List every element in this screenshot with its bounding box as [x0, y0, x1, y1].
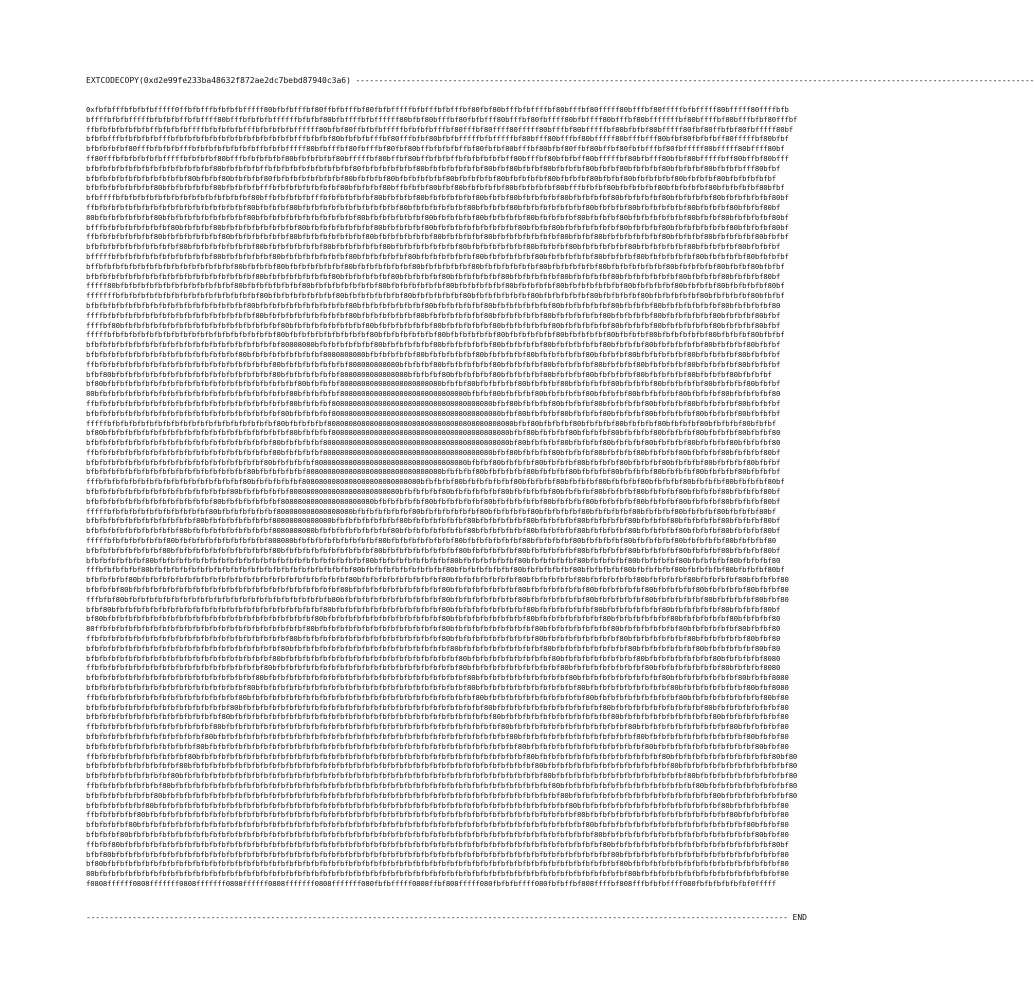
hex-line: fffffbfbfbfbfbfbfbf80bfbfbfbfbfbfbfbfbfbfbf808080bfbfbfbfbfbfbfbfbfbf80bfbfbfbfbfbfbfbf80bfbfbfbfbfbfbf80bfbfbfbfbf80bfbfbfbfbf80bfbfbfbfbf80bfbfbfbfbf80bfbfbfbf80	[86, 536, 776, 546]
hex-line: bfbfbfbfbfbfbfbfbfbfbfbfbfbfbfbfbf80bfbfbfbfbfbf80808080808080808080808080bfbfbfbfbf80bfbfbfbfbfbf80bfbfbfbfbf80bfbfbfbf80bfbfbfbf80bfbfbfbf80bfbfbfbf80bfbfbfbf80bf	[86, 487, 781, 497]
hex-line: bfbf80bfbfbfbfbfbfbfbfbfbfbfbfbfbfbfbfbfbfbfbfbfbfbfbfbfbfbfbfbfbfbfbfbfbfbfbfbfbfbfbfbfbfbfbfbfbfbfbfbfbfbfbfbfbfbfbfbfbfbf80bfbfbfbfbfbfbfbfbfbfbfbfbfbfbfbfbfbfbf80	[86, 849, 789, 859]
hex-line: bf80bfbfbfbfbfbfbfbfbfbfbfbfbfbfbfbfbfbfbfbfbfbfbfbfbfbfbfbfbfbfbfbfbfbfbfbfbfbfbfbfbfbfbfbfbfbfbfbfbfbfbfbfbfbfbfbfbfbfbfbfbf80bfbfbfbfbfbfbfbfbfbfbfbfbfbfbfbfbfbf80	[86, 859, 789, 869]
hex-line: ffbfbfbfbfbfbfbfbfbfbfbfbfbfbfbfbfbfbfbfbfbfbfbf80bfbfbfbfbfbfbfbfbfbfbfbfbfbfbfbfbf80bfbfbfbfbfbfbfbfbfbf80bfbfbfbfbfbfbfbfbf80bfbfbfbfbfbfbf80bfbfbfbfbfbf80bfbf80	[86, 634, 781, 644]
hex-line: ffffbfbfbfbfbfbfbfbfbfbfbfbfbfbfbfbfbfbf80bfbfbfbfbfbfbfbfbfbf80bfbfbfbfbfbfbf80bfbfbfbfbfbfbf80bfbfbfbfbfbf80bfbfbfbfbfbf80bfbfbfbfbf80bfbfbfbfbfbf80bfbfbfbf80bfbf	[86, 310, 781, 320]
hex-line: bfbfbfbfbfbfbfbfbfbfbfbfbfbf80bfbfbfbfbfbfbfbfbfbfbfbfbfbfbfbfbfbfbfbfbfbfbfbfbfbfbfbfbfbfbfbfbfbfbf80bfbfbfbfbfbfbfbfbfbfbfbfbfbf80bfbfbfbfbfbfbfbfbfbfbfbf80bfbfbf80	[86, 732, 789, 741]
hex-line: 0xfbfbfffbfbfbfbfffff0ffbfbfffbfbfbfbfffff80bfbfbfffbf80ffbfbfffbf80fbfbfffffbfbfffbfbfffbf80fbf80bfffbfbffffbf80bfffbf80fffff80bfffbf80fffffbfbfffff80bfffff80ffffbfb	[86, 105, 789, 114]
hex-line: ffbfbfbfbfbf80bfbfbfbfbfbfbfbfbfbfbfbfbfbfbfbfbfbfbfbfbfbfbfbfbfbfbfbfbfbfbfbfbfbfbfbfbfbfbfbfbfbfbfbfbfbfbfbfbfbfbf80bfbfbfbfbfbfbfbfbfbfbfbfbfbfbfbfbf80bfbfbfbfbf80	[86, 810, 789, 820]
dump-header	[86, 75, 1034, 87]
hex-line: bfbfbfbfbfbfbfbfbfbfbfbfbfbfbfbfbfbfbfbfbf80bfbfbfbfbf808080808080808080808080808080808080bfbfbf80bfbfbfbf80bfbfbfbf80bfbfbfbf80bfbfbfbf80bfbfbfbf80bfbfbfbf80bfbfbf	[86, 457, 781, 467]
hex-line: bfbfbfbfbf80fffbfbfbfbfffbfbfbfbfbfbfbfbffbfbfbfffff80bfbfffbf80fbfffbf80fbf80bffbfbfbfbffbf80fbfbf80bfffbf80bfbf80ffbf80bffbf80fbfbfffbf80fbfffff80bfffff80bffff80bf	[86, 144, 785, 154]
hex-line: bfbfbfbfbfbfbfbfbfbfbf80bfbfbfbfbfbfbfbfbfbf8080808080bfbfbfbfbfbfbfbfbf80bfbfbfbfbfbfbfbf80bfbfbfbfbfbf80bfbfbfbfbf80bfbfbfbfbf80bfbfbfbfbf80bfbfbfbf80bfbfbfbf80bf	[86, 526, 781, 536]
hex-line: bfbfbfbfbfbfbf80bfbfbfbfbfbfbfbfbfbfbfbfbfbfbfbfbfbfbfbfbfbfbfbfbfbfbfbfbfbfbfbfbfbfbfbfbfbfbfbfbfbfbfbfbfbfbfbfbf80bfbfbfbfbfbfbfbfbfbfbfbfbfbfbfbfbf80bfbfbfbfbfbf80	[86, 800, 789, 810]
hex-line: bfbf80bfbfbfbfbfbfbfbfbfbfbfbfbfbfbfbfbfbfbf80bfbfbfbfbfbfbf8080808080808080bfbfbfbf80bfbfbfbfbf80bfbfbfbfbf80bfbfbfbf80bfbfbfbfbf80bfbfbfbfbf80bfbfbfbf80bfbfbfbf	[86, 369, 772, 379]
hex-line: bfbfbfbfbfbfbfbf80bfbfbfbfbfbf80bfbfbfbfbfffbfbfbfbfbfbfbfbf80bfbfbfbf80bffbfbfbf80bfbf80bfbfbfbfbf80bfbfbfbfbf80bfffbfbfbf80bfbfbfbfbf80bfbfbfbfbf80bfbfbfbfbf80bfbf	[86, 183, 785, 193]
hex-line: bfbffffbfbfbfbfbfbfbfbfbfbfbfbfbfbfbfbf80bffbfbfbfbfbfffbfbfbfbfbfbf80bfbfbfbf80bfbfbfbfbfbf80bfbfbf80bfbfbfbfbf80bfbfbfbfbf80bfbfbfbfbf80bfbfbfbfbf80bfbfbfbfbfbf80bf	[86, 193, 789, 203]
hex-line: bfbfbfbfbfbfbfbfbfbfbfbfbfbfbfbfbfbf80bfbfbfbfbfbfbfbfbf8080808080bfbfbfbfbfbf80bfbfbfbfbfbf80bfbfbfbfbf80bfbfbfbfbfbf80bfbfbfbf80bfbfbfbfbfbf80bfbfbfbfbf80bfbfbfbf	[86, 349, 781, 359]
header-separator: ---------------------------------------------------------------------------------------------------------------------------------------------------	[350, 76, 1034, 85]
hex-line: ffbfbfbfbfbfbfbfbfbfbfbfbfbfbfbfbfbfbfbfbfbfbfbf80bfbfbfbf80808080808080808080808080808080808080bfbf80bfbfbfbf80bfbfbfbf80bfbfbfbfbf80bfbfbfbf80bfbfbfbfbf80bfbfbfbf	[86, 398, 781, 408]
hex-line: bfbfbfbfbfbfbfbfbfbfbf80bfbfbfbfbfbfbfbf80bfbfbfbfbfbfbf80bfbfbfbfbfbf80bfbfbfbfbfbfbfbf80bfbfbfbfbfbfbf80bfbfbfbf80bfbfbfbfbfbf80bfbfbfbfbfbf80bfbfbfbfbf80bfbfbfbf	[86, 242, 781, 252]
hex-line: fffffbfbfbfbfbfbfbfbfbfbfbfbf80bfbfbfbfbfbfbf808080808080808080bfbfbfbfbfbfbf80bfbfbfbfbfbfbf80bfbfbfbfbf80bfbfbfbfbf80bfbfbfbfbf80bfbfbfbf80bfbfbfbf80bfbfbfbf80bf	[86, 506, 776, 516]
hex-line: 80bfbfbfbfbfbfbf80bfbfbfbfbfbfbfbfbfbf80bfbfbfbfbfbfbfbfbfbfbfbf80bfbfbfbfbfbfbf80bfbfbfbfbf80bfbfbfbfbf80bfbfbfbfbf80bfbfbfbf80bfbfbfbfbfbfbf80bfbfbf80bfbfbfbfbf80bf	[86, 212, 789, 222]
hex-line: fffffbfbfbfbfbfbfbfbfbfbfbfbfbfbfbfbfbfbfbfbf80bfbfbfbfbf80808080808080808080808080808080808080808080bfbf80bfbfbfbf80bfbfbfbf80bfbfbfbf80bfbfbfbf80bfbfbfbf80bfbfbf	[86, 418, 776, 428]
hex-line: fffff80bfbfbfbfbfbfbfbfbfbfbfbfbfbf80bfbfbfbfbfbfbf80bfbfbfbfbfbfbfbf80bfbfbfbfbfbfbf80bfbfbfbfbfbf80bfbfbfbfbf80bfbfbfbfbfbfbf80bfbfbfbfbf80bfbfbfbf80bfbfbfbfbf80bf	[86, 281, 785, 291]
hex-line: bfbfbfbfbf80bfbfbfbfbfbfbfbfbfbfbfbfbfbfbfbfbfbfbfbfbfbfbfbfbfbfbfbfbfbfbfbfbfbfbfbfbfbfbfbfbfbfbfbfbfbfbfbfbfbfbfbfbf80bfbfbfbfbfbfbfbfbfbfbfbfbfbfbfbfbfbf80bfbfbf80	[86, 820, 789, 830]
hex-line: bfbfbfbfbfbfbfbfbfbfbfbfbfbfbfbfbfbfbfbf80bfbfbfbfbfbfbfbfbfbfbfbfbfbfbfbfbfbfbfbfbfbfbfbf80bfbfbfbfbfbfbfbfbfbfbf80bfbfbfbfbfbfbfbfbfbf80bfbfbfbfbfbfbfbf80bfbfbf8080	[86, 673, 789, 683]
hex-line: ffbfbfbfbfbfbfbf80bfbfbfbfbfbfbf80bfbfbfbfbfbfbf80bfbfbfbfbfbfbfbf80bfbfbfbfbfbfbf80bfbfbfbfbf80bfbfbfbfbfbfbfbf80bfbfbf80bfbfbfbfbfbfbf80bfbfbfbf80bfbfbfbfbf80bfbfbf	[86, 232, 789, 242]
hex-line: bfbfbfbfbfbfbfbfbfbfbfbfbfbfbfbfbfbfbf80bfbfbfbfbfbfbfbfbfbfbfbfbfbfbfbfbfbfbfbfbfbfbfbfbf80bfbfbfbfbfbfbfbfbfbfbfbf80bfbfbfbfbfbfbfbfbfbf80bfbfbfbfbfbfbfbf80bfbf8080	[86, 683, 789, 693]
hex-line: bfbfbfbfbfbfbfbfbfbfbfbfbf80bfbfbfbfbfbfbfbfbfbfbfbfbfbfbfbfbfbfbfbfbfbfbfbfbfbfbfbfbfbfbfbfbfbfbfbfbf80bfbfbfbfbfbfbfbfbfbfbfbfbfbf80bfbfbfbfbfbfbfbfbfbfbfbf80bfbf80	[86, 741, 789, 751]
hex-line: fffbfbfbfbfbfbfbfbfbfbfbfbfbfbfbfbfbf80bfbfbfbfbfbf8080808080808080808080808080bfbfbfbf80bfbfbfbfbfbf80bfbfbfbf80bfbfbfbf80bfbfbfbf80bfbfbfbf80bfbfbfbf80bfbfbfbf80bf	[86, 477, 785, 487]
hex-line: bfbf80bfbfbfbfbfbfbfbfbfbfbfbfbfbfbfbfbfbfbfbfbfbfbfbfbf80bfbfbfbfbfbfbfbfbfbfbfbfbf80bfbfbfbfbfbfbfbfbf80bfbfbfbfbfbfbf80bfbfbfbfbfbfbf80bfbfbfbfbfbf80bfbfbfbf80bf	[86, 604, 781, 614]
hex-line: ffbfbfbfbfbfbfbfbfbfbfbf80bfbfbfbfbfbfbfbfbfbfbfbfbfbfbfbfbfbfbfbfbfbfbfbfbfbfbfbfbfbfbfbfbfbfbfbfbfbfbf80bfbfbfbfbfbfbfbfbfbfbfbfbfbfbf80bfbfbfbfbfbfbfbfbfbfbfbf80bf80	[86, 751, 798, 761]
hex-line: bfbfbfffbfbfbfbfbfffbfbfbfbfbfbfbfbfbfbfbfbfbfbfbfffbfbfbf80bfbfbfbfffbf80fffbfbf80bfbfbfffffbfbfffffbf80bfff80bfffbf80bfffff80bfffbfff80bfbf80fbfbfbff80fffffbf80bfbf	[86, 134, 789, 144]
hex-line: 80ffbfbfbfbfbfbfbfbfbfbfbfbfbfbfbfbfbfbfbfbfbfbfbfbf80bfbfbfbfbfbfbfbfbfbfbfbfbfbfbf80bfbfbfbfbfbfbfbfbfbf80bfbfbfbfbfbfbfbf80bfbfbfbfbfbfbf80bfbfbfbfbfbf80bfbfbf80	[86, 624, 781, 634]
hex-line: bfbfbfbf80bfbfbfbfbfbfbfbfbfbfbfbfbfbfbfbfbfbfbfbfbfbfbfbfbfbfbfbfbfbfbfbfbfbfbfbfbfbfbfbfbfbfbfbfbfbfbfbfbfbfbfbfbfbfbf80bfbfbfbfbfbfbfbfbfbfbfbfbfbfbfbfbfbf80bfbf80	[86, 829, 789, 839]
hex-line: bfbfbfbfbfbfbfbfbfbfbfbf80bfbfbf80bfbfbfbf80fbfbfbfbfbfbfbfbf80bfbfbfbf80bfbfbfbfbfbf80bfbfbfbfbf80bfbfbfbfbf80bfbfbfbf80bfbfbf80bfbfbfbfbf80bfbfbfbf80bfbfbfbfbfbf	[86, 173, 776, 183]
hex-line: fffbfbfbfbfbf80bfbfbfbfbfbfbfbfbfbfbfbfbfbfbfbfbfbfbfbfbfbfbfbf80bfbfbfbfbfbfbfbfbfbf80bfbfbfbfbfbfbf80bfbfbfbfbfbf80bfbfbfbfbf80bfbfbfbfbf80bfbfbfbfbf80bfbfbfbf80bf	[86, 565, 785, 575]
hex-line: bfbfbfbfbfbfbfbfbfbfbfbfbfbfbfbfbf80bfbfbfbfbfbfbfbfbfbfbfbfbfbfbfbfbfbfbfbfbfbfbfbfbfbfbfbfbf80bfbfbfbfbfbfbfbfbfbfbfbfbf80bfbfbfbfbfbfbfbfbfbfbf80bfbfbfbfbfbfbfbf80	[86, 702, 789, 712]
bytecode-hex-block	[86, 105, 916, 890]
hex-line: ffbfbfbfbfbfbfbfbfbfbfbfbfbfbfbfbfbfbfbfbfbf80bfbfbfbfbf8080808080808080808080808080808080808080bfbf80bfbfbfbf80bfbfbfbf80bfbfbfbf80bfbfbfbf80bfbfbfbf80bfbfbfbf80bf	[86, 447, 781, 457]
hex-line: bfbfbfbfbfbfbf80bfbfbfbfbfbfbfbfbfbfbfbfbfbfbfbfbfbfbfbfbfbfbfbfbf80bfbfbfbfbfbfbfbfbf80bfbfbfbfbfbfbf80bfbfbfbfbfbf80bfbfbfbfbf80bfbfbfbfbf80bfbfbfbfbf80bfbfbfbf80	[86, 555, 781, 565]
hex-line: bfbfbfbfbfbfbfbfbfbfbfbfbfbfbfbfbfbfbf80bfbfbfbfbfbf80808080808080808080808080808080bfbfbfbf80bfbfbfbfbf80bfbfbfbf80bfbfbfbf80bfbfbfbf80bfbfbfbf80bfbfbfbf80bfbfbfbf	[86, 467, 781, 477]
hex-line: bfbfbfbfbfbfbfbfbfbfbfbfbf80bfbfbfbfbfbfbfbf80808080808080bfbfbfbfbfbfbfbf80bfbfbfbfbfbfbf80bfbfbfbfbfbf80bfbfbfbfbf80bfbfbfbfbf80bfbfbfbf80bfbfbfbfbf80bfbfbfbf80bf	[86, 516, 781, 526]
hex-line: ffbfbf80bfbfbfbfbfbfbfbfbfbfbfbfbfbfbfbfbfbfbfbfbfbfbfbfbfbfbfbfbfbfbfbfbfbfbfbfbfbfbfbfbfbfbfbfbfbfbfbfbfbfbfbfbfbfbfbfbf80bfbfbfbfbfbfbfbfbfbfbfbfbfbfbfbfbfbfbf80bf	[86, 839, 789, 849]
hex-line: bfbfbfbfbfbfbfbf80bfbfbfbfbfbfbfbfbfbfbfbfbfbfbfbfbfbfbfbfbfbfbfbfbfbfbfbfbfbfbfbfbfbfbfbfbfbfbfbfbfbfbfbfbfbfbf80bfbfbfbfbfbfbfbfbfbfbfbfbfbfbfbfbf80bfbfbfbfbfbfbfbf80	[86, 790, 798, 800]
hex-line: bffbfbfbfbfbfbfbfbfbfbfbfbfbfbfbfbf80bfbfbfbf80bfbfbfbfbfbfbf80bfbfbfbfbfbfbf80bfbfbfbfbfbf80bfbfbfbfbfbfbf80bfbfbfbfbfbf80bfbfbfbfbfbfbf80bfbfbfbfbf80bfbfbf80bfbfbf	[86, 261, 785, 271]
hex-line: bfbfbfbfbf80bfbfbfbfbfbfbfbfbfbfbfbfbfbfbfbfbfbfbfbfbfbfbfbfbf80bfbfbfbfbfbfbfbfbfbf80bfbfbfbfbfbfbfbf80bfbfbfbfbfbf80bfbfbfbfbfbf80bfbfbfbfbf80bfbfbfbfbf80bfbfbfbf80	[86, 575, 789, 585]
hex-line: bf80bfbfbfbfbfbfbfbfbfbfbfbfbfbfbfbfbfbfbfbfbfbf80bfbfbfbf808080808080808080808080808080808080808080bfbf80bfbfbfbf80bfbfbfbf80bfbfbfbf80bfbfbfbf80bfbfbfbf80bfbfbf80	[86, 428, 781, 438]
hex-line: bfbfbfbfbfbfbfbfbfbfbfbfbfbfbfbfbfbfbfbfbfbf80bfbfbfbfbfbfbfbfbfbfbfbfbfbfbfbfbfbfbfbfbf80bfbfbfbfbfbfbfbfbfbf80bfbfbfbfbfbfbfbfbf80bfbfbfbfbfbfbfbf80bfbfbfbfbf8080	[86, 653, 781, 663]
hex-line: ff80fffbfbfbfbfbfbfffffbfbfbfbf80bfffbfbfbfbfbf80bfbfbfbfbf80bfffffbf80bffbf80bffbfbfbffbfbfbfbfbfbff80bfffbf80bfbfbff80bfffffbf80bfbfff80bfbf80bfffffbff80bffbf80bfff	[86, 153, 789, 163]
hex-line: ffbfbfbfbfbfbfbffbfbfbfbffffbfbfbfbfbfffbfbfbfbfbffffff80bfbf80ffbfbfbfffffbfbfbfbfffbf80fffbf80ffff80fffff80bfffbf80bfffffbf80bfbfbf80bfffff80fbf80ffbfbf80fbfffff80bf	[86, 124, 793, 134]
hex-line: ffbfbfbfbfbfbfbfbfbfbfbfbfbfbfbfbfbf80bfbfbfbfbfbfbfbfbfbfbfbfbfbfbfbfbfbfbfbfbfbfbfbfbfbfbf80bfbfbfbfbfbfbfbfbfbfbfbf80bfbfbfbfbfbfbfbfbfbf80bfbfbfbfbfbfbfbfbf80bf80	[86, 692, 789, 702]
hex-line: ffbfbfbfbfbfbfbfbfbfbfbfbfbfbfbfbfbfbfbfbf80bfbfbfbfbfbfbfbfbfbfbfbfbfbfbfbfbfbfbfbfbfbf80bfbfbfbfbfbfbfbfbfbfbf80bfbfbfbfbfbfbfbfbf80bfbfbfbfbfbfbfbf80bfbfbfbf8080	[86, 663, 781, 673]
hex-line: bfbfbfbfbfbfbfbfbfbfbfbfbfbfbf80bfbfbfbfbffbfbfbfbfbfbfbfbfbfbf80fbfbfbfbfbfbf80bfbfbfbfbfbfbf80bfbf80bfbfbf80bfbfbfbf80bfbfbf80bfbfbfbf80bfbfbfbf80bfbfbfbfff80bfbf	[86, 163, 781, 173]
end-marker: END	[787, 913, 807, 922]
hex-line: 80bfbfbfbfbfbfbfbfbfbfbfbfbfbfbfbfbfbfbfbfbfbfbf80bfbfbfbfbf808080808080808080808080808080bfbfbf80bfbfbfbf80bfbfbfbfbf80bfbfbfbf80bfbfbfbfbf80bfbfbfbf80bfbfbfbfbf80	[86, 389, 781, 399]
hex-line: f0808ffffff0808fffffff0808fffffff0808ffffff0808fffffff0808fffffff080fbfbfffff0808ffbf808fffff080fbfbfbffff080fbfbffbf808ffffbf808fffbfbfbffff080fbfbfbfbfbfbf0fffff	[86, 878, 776, 888]
hex-line: bf80bfbfbfbfbfbfbfbfbfbfbfbfbfbfbfbfbfbfbfbfbfbfbf80bfbfbfbf808080808080808080808080bfbfbf80bfbfbfbfbf80bfbfbfbf80bfbfbfbfbf80bfbfbfbf80bfbfbfbfbf80bfbfbfbf80bfbfbf	[86, 379, 781, 389]
extcodecopy-dump	[86, 72, 1034, 932]
hex-line: bfbfbfbfbfbfbfbfbfbfbfbfbfbfbf80bfbfbfbfbfbfbf8080808080808080808080bfbfbfbfbfbf80bfbfbfbfbfbf80bfbfbfbfbfbf80bfbfbfbf80bfbfbfbfbf80bfbfbfbf80bfbfbfbf80bfbfbfbf80bf	[86, 496, 781, 506]
hex-line: fffbfbf80bfbfbfbfbfbfbfbfbfbfbfbfbfbfbfbfbfbfbfbfbfbfbfbfb80bfbfbfbfbfbfbfbfbfbfbfbf80bfbfbfbfbfbfbfbf80bfbfbfbfbfbfbf80bfbfbfbfbfbf80bfbfbfbfbfbf80bfbfbfbfbf80bfbf80	[86, 594, 789, 604]
dump-footer	[86, 912, 916, 924]
hex-line: bffffbfbfbfffffbfbfbfbffbfbffff80bfffbfbfbfbffffffbfbfbf80bfbffffbfbffffff80bfbf80bfffbf80fbfbfff80bfffbf80fbffff80bfbffff80bfffbf80bfffffffbf80bffffbf80bfffbfbf80fffbf	[86, 114, 798, 124]
hex-line: bf80bfbfbfbfbfbfbfbfbfbfbfbfbfbfbfbfbfbfbfbfbfbfbfbfbf80bfbfbfbfbfbfbfbfbfbfbfbfbfbf80bfbfbfbfbfbfbfbfbf80bfbfbfbfbfbfbfbf80bfbfbfbfbfbfbf80bfbfbfbfbfbf80bfbfbfbf80	[86, 614, 781, 624]
hex-line: bfbfbfbfbfbfbfbfbfbfbfbfbfbfbfbfbfbfbfbfbfbfbf80bfbfbfbfbf8080808080808080808080808080808080808080bfbf80bfbfbfbf80bfbfbfbf80bfbfbfbf80bfbfbfbfbf80bfbfbfbf80bfbfbfbf	[86, 408, 781, 418]
hex-line: ffbfbfbfbfbfbfbfbfbfbfbfbfbfbfbfbfbfbf80bfbfbfbf80bfbfbfbfbfbfbfbfbfbfbfbf80bfbfbfbfbfbfbf80bfbfbfbf80bfbfbfbfbfbfbfbf80bfbfbfbf80bfbfbfbfbfbf80bfbfbfbf80bfbfbf80bf	[86, 202, 781, 212]
hex-line: bfffffbfbfbfbfbfbfbfbfbfbfbfbf80bfbfbfbfbfbf80bfbfbfbfbfbfbfbf80bfbfbfbfbfbf80bfbfbfbfbfbfbf80bfbfbfbfbfbf80bfbfbfbfbfbf80bfbfbfbf80bfbfbfbfbfbf80bfbfbfbfbf80bfbfbfbf	[86, 251, 789, 261]
hex-line: bfbfbfbf80bfbfbfbfbfbfbfbfbfbfbfbfbfbfbfbfbfbfbfbfbfbfbfbfbf80bfbfbfbfbfbfbfbfbfbfbf80bfbfbfbfbfbfbfbf80bfbfbfbfbfbfbf80bfbfbfbfbfbf80bfbfbfbfbf80bfbfbfbfbf80bfbfbf80	[86, 585, 789, 595]
hex-line: bfbfbfbfbfbfbfbfbf80bfbfbfbfbfbfbfbfbfbfbfbf80bfbfbfbfbfbfbfbfbfbfbf80bfbfbfbfbfbfbfbfbf80bfbfbfbfbfbf80bfbfbfbfbfbf80bfbfbfbfbf80bfbfbfbfbf80bfbfbfbf80bfbfbfbf80bf	[86, 545, 781, 555]
hex-line: ffbfbfbfbfbfbfbfbf80bfbfbfbfbfbfbfbfbfbfbfbfbfbfbfbfbfbfbfbfbfbfbfbfbfbfbfbfbfbfbfbfbfbfbfbfbfbfbfbfbfbfbfbfbf80bfbfbfbfbfbfbfbfbfbfbfbfbfbfbfbf80bfbfbfbfbfbfbfbfbfbf80	[86, 780, 798, 790]
hex-line: 80bfbfbfbfbfbfbfbfbfbfbfbfbfbfbfbfbfbfbfbfbfbfbfbfbfbfbfbfbfbfbfbfbfbfbfbfbfbfbfbfbfbfbfbfbfbfbfbfbfbfbfbfbfbfbfbfbfbfbfbfbfbfbf80bfbfbfbfbfbfbfbfbfbfbfbfbfbfbfbfbf80	[86, 869, 789, 879]
hex-line: bfbfbfbfbfbfbfbfbfbfbfbfbfbfbfbfbfbfbfbfbfbfbf80808080bfbfbfbfbfbfbf80bfbfbfbfbfbf80bfbfbfbfbfbf80bfbfbfbfbf80bfbfbfbfbfbf80bfbfbfbf80bfbfbfbfbfbf80bfbfbfbf80bfbfbf	[86, 340, 781, 350]
hex-line: bfffbfbfbfbfbfbfbfbf80bfbfbfbf80bfbfbfbfbfbfbfbfbf80bfbfbfbfbfbfbfbf80bfbfbfbfbf80bfbfbfbfbfbfbfbfbfbf80bfbfbf80bfbfbfbfbfbfbf80bfbfbfbf80bfbfbfbfbfbfbf80bfbfbfbf80bf	[86, 222, 789, 232]
hex-line: ffbfbfbfbfbfbfbfbfbfbfbfbfbfbf80bfbfbfbfbfbfbfbfbfbfbfbfbfbfbfbfbfbfbfbfbfbfbfbfbfbfbfbfbfbfbfbfbf80bfbfbfbfbfbfbfbfbfbfbfbfbfbf80bfbfbfbfbfbfbfbfbfbfbf80bfbfbfbfbf80	[86, 722, 789, 732]
hex-line: bfbfbfbfbfbfbfbfbfbfbf80bfbfbfbfbfbfbfbfbfbfbfbfbfbfbfbfbfbfbfbfbfbfbfbfbfbfbfbfbfbfbfbfbfbfbfbfbfbfbfbfbf80bfbfbfbfbfbfbfbfbfbfbfbfbfbfbf80bfbfbfbfbfbfbfbfbfbfbfbfbf80	[86, 761, 798, 771]
hex-line: bfbfbfbfbfbfbfbfbfbfbfbfbfbfbfbfbfbfbf80bfbfbfbfbfbfbfbfbfbfbf80bfbfbfbfbfbfbfbf80bfbfbfbfbfbf80bfbfbfbfbfbfbf80bfbfbfbfbfbf80bfbfbfbf80bfbfbfbfbfbfbf80bfbfbfbfbf80	[86, 300, 781, 310]
hex-line: bfbfbfbfbfbfbfbfbfbfbfbfbfbfbfbfbfbfbfbfbfbfbf80bfbfbfbfbfbfbfbfbfbfbfbfbfbfbfbfbfbfbf80bfbfbfbfbfbfbfbfbfbf80bfbfbfbfbfbfbfbfbf80bfbfbfbfbfbfbf80bfbfbfbfbfbf80bf80	[86, 643, 781, 653]
hex-line: bfbfbfbfbfbfbfbfbfbf80bfbfbfbfbfbfbfbfbfbfbfbfbfbfbfbfbfbfbfbfbfbfbfbfbfbfbfbfbfbfbfbfbfbfbfbfbfbfbfbfbfbfbf80bfbfbfbfbfbfbfbfbfbfbfbfbfbfbfbf80bfbfbfbfbfbfbfbfbfbfbf80	[86, 771, 798, 781]
hex-line: ffbfbfbfbfbfbfbfbfbfbfbfbfbfbfbfbfbfbfbfbfbf80bfbfbfbfbfbfbfbf808080808080bfbfbfbf80bfbfbfbfbfbf80bfbfbfbfbf80bfbfbfbfbf80bfbfbfbf80bfbfbfbfbf80bfbfbfbfbf80bfbfbfbf	[86, 359, 781, 369]
hex-line: ffffbf80bfbfbfbfbfbfbfbfbfbfbfbfbfbfbfbfbfbfbf80bfbfbfbfbfbfbfbfbf80bfbfbfbfbfbfbf80bfbfbfbfbfbf80bfbfbfbfbfbf80bfbfbfbfbfbf80bfbfbfbf80bfbfbfbfbfbf80bfbfbfbf80bfbf	[86, 320, 781, 330]
hex-line: fffffffbfbfbfbfbfbfbfbfbfbfbfbfbfbfbfbfbf80bfbfbfbfbfbfbfbf80bfbfbfbfbfbfbf80bfbfbfbfbfbf80bfbfbfbfbfbfbf80bfbfbfbfbfbf80bfbfbfbfbf80bfbfbfbfbfbf80bfbfbfbfbf80bfbfbf	[86, 291, 785, 301]
hex-line: bfbfbfbfbfbfbfbfbfbfbfbfbfbfbfbfbfbfbfbfbfbf80bfbfbfbfbf80808080808080808080808080808080808080808080bf80bfbfbfbf80bfbfbfbf80bfbfbfbf80bfbfbfbf80bfbfbfbf80bfbfbfbf80	[86, 438, 781, 448]
extcodecopy-command: EXTCODECOPY(0xd2e99fe233ba48632f872ae2dc7bebd87940c3a6)	[86, 76, 351, 85]
hex-line: bfbfbfbfbfbfbfbfbfbfbfbfbfbfbfbfbfbfbfbf80bfbfbfbfbfbfbfbf80bfbfbfbfbfbf80bfbfbfbfbf80bfbfbfbfbfbf80bfbfbfbfbfbf80bfbfbfbfbf80bfbfbfbfbfbfbf80bfbfbfbf80bfbfbfbf80bf	[86, 271, 781, 281]
hex-line: bfbfbfbfbfbfbfbfbfbfbfbfbfbfbfbf80bfbfbfbfbfbfbfbfbfbfbfbfbfbfbfbfbfbfbfbfbfbfbfbfbfbfbfbfbfbfbf80bfbfbfbfbfbfbfbfbfbfbfbfbf80bfbfbfbfbfbfbfbfbfbfbf80bfbfbfbfbfbfbf80	[86, 712, 789, 722]
footer-separator: --------------------------------------------------------------------------------------------------------------------------------------------------------	[86, 913, 788, 922]
hex-line: fffffbfbfbfbfbfbfbfbfbfbfbfbfbfbfbfbfbfbfbfbf80bfbfbfbfbfbfbfbfbfbf80bfbfbfbfbfbfbf80bfbfbfbfbfbf80bfbfbfbfbfbf80bfbfbfbfbf80bfbfbfbf80bfbfbfbfbfbf80bfbfbfbf80bfbfbf	[86, 330, 785, 340]
